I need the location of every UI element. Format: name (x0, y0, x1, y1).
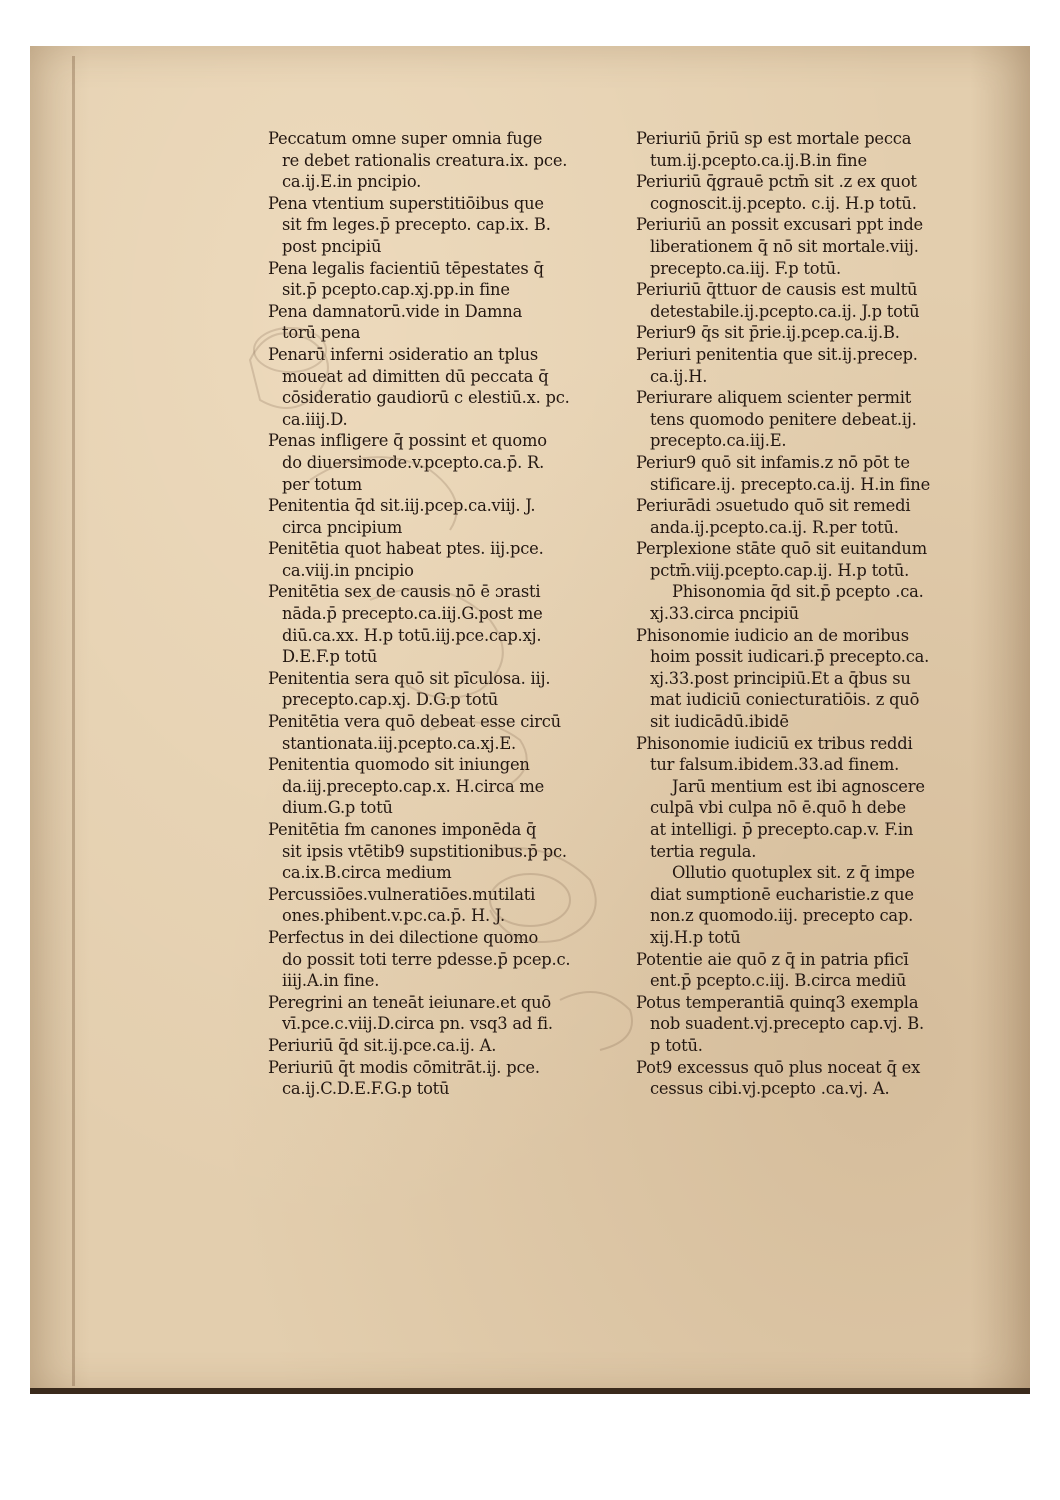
text-line: Periurādi ɔsuetudo quō sit remedi (636, 496, 911, 516)
text-line: Penitētia vera quō debeat esse circū (268, 712, 561, 732)
text-line: Phisonomie iudicio an de moribus (636, 625, 909, 645)
text-line: Penitentia q̄d sit.iij.pcep.ca.viij. J. (268, 496, 536, 516)
text-line: Perplexione stāte quō sit euitandum (636, 539, 927, 559)
text-line: iiij.A.in fine. (282, 971, 380, 991)
text-line: precepto.ca.iij.E. (650, 431, 787, 451)
text-line: tertia regula. (650, 841, 757, 861)
text-line: pctm̄.viij.pcepto.cap.ij. H.p totū. (650, 560, 910, 580)
text-line: Periuriū q̄t modis cōmitrāt.ij. pce. (268, 1057, 540, 1077)
text-line: D.E.F.p totū (282, 647, 378, 667)
text-line: Phisonomia q̄d sit.p̄ pcepto .ca. (672, 582, 924, 602)
text-line: detestabile.ij.pcepto.ca.ij. J.p totū (650, 301, 920, 321)
text-line: non.z quomodo.iij. precepto cap. (650, 906, 914, 926)
text-line: per totum (282, 474, 363, 494)
text-line: p totū. (650, 1035, 703, 1055)
text-line: ca.iiij.D. (282, 409, 348, 429)
text-line: diat sumptionē eucharistie.z que (650, 884, 914, 904)
text-line: Periuriū an possit excusari ppt inde (636, 215, 923, 235)
text-line: Penas infligere q̄ possint et quomo (268, 431, 547, 451)
text-line: nob suadent.vj.precepto cap.vj. B. (650, 1014, 925, 1034)
text-line: do diuersimode.v.pcepto.ca.p̄. R. (282, 452, 545, 472)
text-line: ca.ij.E.in pncipio. (282, 172, 422, 192)
text-line: Penitentia sera quō sit pīculosa. iij. (268, 668, 551, 688)
text-line: Penitētia quot habeat ptes. iij.pce. (268, 539, 544, 559)
text-line: Periur9 q̄s sit p̄rie.ij.pcep.ca.ij.B. (636, 323, 900, 343)
text-line: Potus temperantiā quinq3 exempla (636, 992, 919, 1012)
text-line: cognoscit.ij.pcepto. c.ij. H.p totū. (650, 193, 917, 213)
page-gutter-shadow (72, 56, 75, 1386)
text-line: mat iudiciū coniecturatiōis. z quō (650, 690, 920, 710)
text-line: Perfectus in dei dilectione quomo (268, 927, 539, 947)
text-line: Phisonomie iudiciū ex tribus reddi (636, 733, 913, 753)
left-text-column (268, 128, 628, 1100)
text-line: Ollutio quotuplex sit. z q̄ impe (672, 863, 915, 883)
text-line: xij.H.p totū (650, 927, 741, 947)
text-line: Periuriū q̄grauē pctm̄ sit .z ex quot (636, 172, 917, 192)
text-line: Periuriū p̄riū sp est mortale pecca (636, 129, 912, 148)
text-line: Penitentia quomodo sit iniungen (268, 755, 530, 775)
text-line: tur falsum.ibidem.33.ad finem. (650, 755, 900, 775)
text-line: Periurare aliquem scienter permit (636, 388, 912, 408)
text-line: ones.phibent.v.pc.ca.p̄. H. J. (282, 906, 505, 926)
text-line: precepto.ca.iij. F.p totū. (650, 258, 841, 278)
text-line: Pot9 excessus quō plus noceat q̄ ex (636, 1057, 921, 1077)
text-line: Peregrini an teneāt ieiunare.et quō (268, 992, 552, 1012)
text-line: at intelligi. p̄ precepto.cap.v. F.in (650, 820, 914, 839)
text-line: tens quomodo penitere debeat.ij. (650, 409, 917, 429)
text-line: Pena damnatorū.vide in Damna (268, 301, 523, 321)
text-line: dium.G.p totū (282, 798, 393, 818)
text-line: sit.p̄ pcepto.cap.xj.pp.in fine (282, 280, 510, 300)
text-line: Periur9 quō sit infamis.z nō pōt te (636, 452, 910, 472)
right-text-column (636, 128, 986, 1100)
text-line: culpā vbi culpa nō ē.quō h debe (650, 798, 906, 818)
text-line: Peccatum omne super omnia fuge (268, 129, 543, 148)
text-line: sit iudicādū.ibidē (650, 712, 789, 732)
text-line: vī.pce.c.viij.D.circa pn. vsq3 ad fi. (282, 1014, 553, 1034)
text-line: Percussiōes.vulneratiōes.mutilati (268, 884, 536, 904)
text-line: re debet rationalis creatura.ix. pce. (282, 150, 568, 170)
text-line: ent.p̄ pcepto.c.iij. B.circa mediū (650, 971, 907, 991)
text-line: circa pncipium (282, 517, 403, 537)
text-line: sit ipsis vtētib9 supstitionibus.p̄ pc. (282, 841, 567, 861)
text-line: precepto.cap.xj. D.G.p totū (282, 690, 499, 710)
text-line: da.iij.precepto.cap.x. H.circa me (282, 776, 545, 796)
text-line: Pena legalis facientiū tēpestates q̄ (268, 258, 544, 278)
text-line: Periuriū q̄d sit.ij.pce.ca.ij. A. (268, 1035, 497, 1055)
text-line: nāda.p̄ precepto.ca.iij.G.post me (282, 604, 543, 624)
text-line: cessus cibi.vj.pcepto .ca.vj. A. (650, 1079, 890, 1099)
text-line: moueat ad dimitten dū peccata q̄ (282, 366, 549, 386)
text-line: liberationem q̄ nō sit mortale.viij. (650, 236, 919, 256)
page-bottom-edge (30, 1388, 1030, 1394)
text-line: Periuri penitentia que sit.ij.precep. (636, 344, 918, 364)
text-line: sit fm leges.p̄ precepto. cap.ix. B. (282, 215, 551, 235)
text-line: Penarū inferni ɔsideratio an tplus (268, 344, 539, 364)
text-line: anda.ij.pcepto.ca.ij. R.per totū. (650, 517, 899, 537)
text-line: Penitētia sex de causis nō ē ɔrasti (268, 582, 541, 602)
bleed-through-header (390, 86, 950, 121)
text-line: stificare.ij. precepto.ca.ij. H.in fine (650, 474, 931, 494)
text-line: ca.ij.H. (650, 366, 708, 386)
text-line: xj.33.post principiū.Et a q̄bus su (650, 668, 911, 688)
text-line: ca.ix.B.circa medium (282, 863, 452, 883)
text-line: Periuriū q̄ttuor de causis est multū (636, 280, 918, 300)
text-line: do possit toti terre pdesse.p̄ pcep.c. (282, 949, 571, 969)
text-line: tum.ij.pcepto.ca.ij.B.in fine (650, 150, 867, 170)
text-line: diū.ca.xx. H.p totū.iij.pce.cap.xj. (282, 625, 542, 645)
text-line: post pncipiū (282, 236, 382, 256)
text-line: Penitētia fm canones imponēda q̄ (268, 820, 537, 839)
text-line: Potentie aie quō z q̄ in patria pficī (636, 949, 909, 969)
text-line: torū pena (282, 323, 361, 343)
text-line: Pena vtentium superstitiōibus que (268, 193, 544, 213)
text-line: stantionata.iij.pcepto.ca.xj.E. (282, 733, 516, 753)
text-line: xj.33.circa pncipiū (650, 604, 799, 624)
text-line: hoim possit iudicari.p̄ precepto.ca. (650, 647, 930, 667)
text-line: ca.viij.in pncipio (282, 560, 414, 580)
text-line: Jarū mentium est ibi agnoscere (672, 776, 925, 796)
text-line: cōsideratio gaudiorū c elestiū.x. pc. (282, 388, 570, 408)
text-line: ca.ij.C.D.E.F.G.p totū (282, 1079, 450, 1099)
